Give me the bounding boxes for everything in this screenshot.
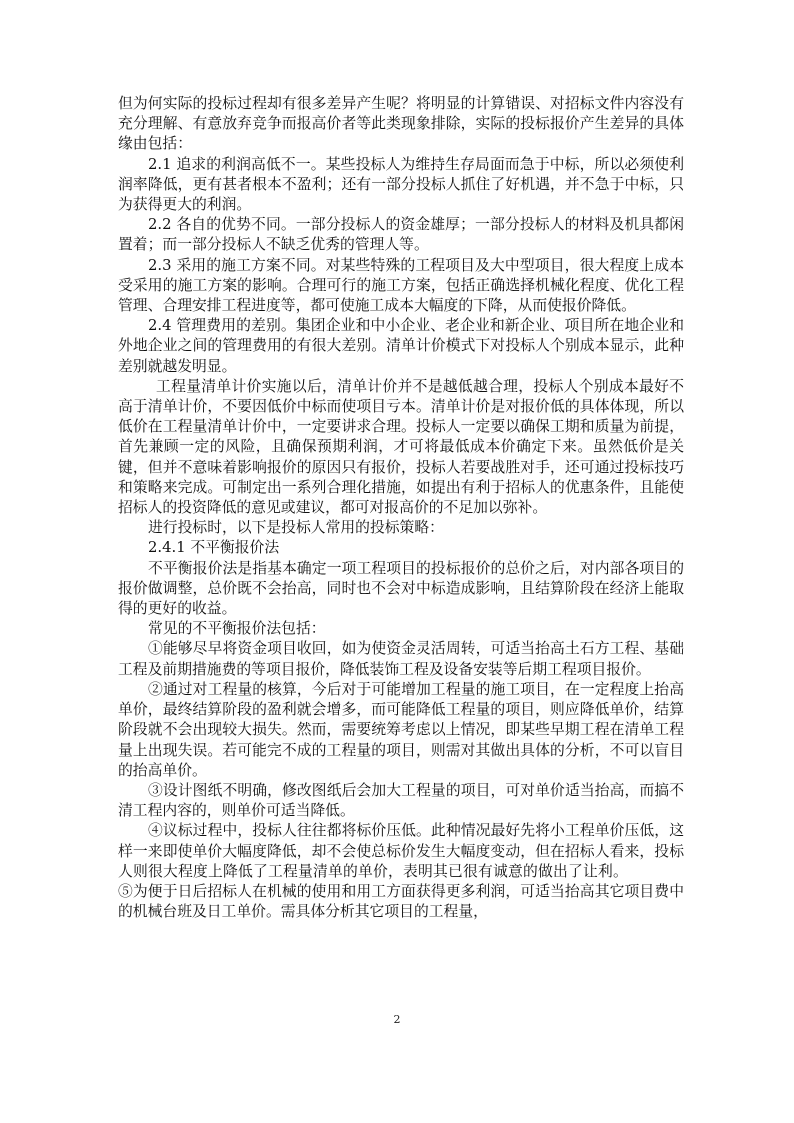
- paragraph-2-3: 2.3 采用的施工方案不同。对某些特殊的工程项目及大中型项目，很大程度上成本受采用的施工方案的影响。合理可行的施工方案，包括正确选择机械化程度、优化工程管理、合理安排工程进度等，都可使施工成本大幅度的下降，从而使报价降低。: [118, 256, 684, 315]
- list-item-4: [118, 821, 684, 922]
- section-heading-2-4-1: 2.4.1 不平衡报价法: [148, 539, 280, 557]
- page-number: 2: [393, 1013, 401, 1026]
- list-item-5: ⑤为便于日后招标人在机械的使用和用工方面获得更多利润，可适当抬高其它项目费中的机械台班及日工单价。需具体分析其它项目的工程量，: [118, 882, 684, 921]
- paragraph-bill-of-quantities: 工程量清单计价实施以后，清单计价并不是越低越合理，投标人个别成本最好不高于清单计价，不要因低价中标而使项目亏本。清单计价是对报价低的具体体现，所以低价在工程量清单计价中，一定要讲求合理。投标人一定要以确保工期和质量为前提，首先兼顾一定的风险，且确保预期利润，才可将最低成本价确定下来。虽然低价是关键，但并不意味着影响报价的原因只有报价，投标人若要战胜对手，还可通过投标技巧和策略来完成。可制定出一系列合理化措施，如提出有利于招标人的优惠条件，且能使招标人的投资降低的意见或建议，都可对报高价的不足加以弥补。: [118, 377, 684, 517]
- list-item-3: ③设计图纸不明确，修改图纸后会加大工程量的项目，可对单价适当抬高，而搞不清工程内容的，则单价可适当降低。: [118, 781, 684, 820]
- paragraph-intro: 但为何实际的投标过程却有很多差异产生呢？将明显的计算错误、对招标文件内容没有充分理解、有意放弃竞争而报高价者等此类现象排除，实际的投标报价产生差异的具体缘由包括：: [118, 95, 684, 153]
- paragraph-2-1: 2.1 追求的利润高低不一。某些投标人为维持生存局面而急于中标，所以必须使利润率降低，更有甚者根本不盈利；还有一部分投标人抓住了好机遇，并不急于中标，只为获得更大的利润。: [118, 155, 684, 214]
- paragraph-unbalanced-definition: 不平衡报价法是指基本确定一项工程项目的投标报价的总价之后，对内部各项目的报价做调整，总价既不会抬高，同时也不会对中标造成影响，且结算阶段在经济上能取得的更好的收益。: [118, 559, 684, 618]
- paragraph-2-4: 2.4 管理费用的差别。集团企业和中小企业、老企业和新企业、项目所在地企业和外地企业之间的管理费用的有很大差别。清单计价模式下对投标人个别成本显示，此种差别就越发明显。: [118, 317, 684, 375]
- list-item-1: ①能够尽早将资金项目收回，如为使资金灵活周转，可适当抬高土石方工程、基础工程及前期措施费的等项目报价，降低装饰工程及设备安装等后期工程项目报价。: [118, 640, 684, 678]
- paragraph-strategies-intro: 进行投标时，以下是投标人常用的投标策略：: [148, 519, 444, 537]
- paragraph-common-methods: 常见的不平衡报价法包括：: [148, 620, 326, 638]
- list-item-4-text: ④议标过程中，投标人往往都将标价压低。此种情况最好先将小工程单价压低，这样一来即使单价大幅度降低，却不会使总标价发生大幅度变动，但在招标人看来，投标人则很大程度上降低了工程量清单的单价，表明其已很有诚意的做出了让利。: [118, 822, 684, 880]
- paragraph-2-2: 2.2 各自的优势不同。一部分投标人的资金雄厚；一部分投标人的材料及机具都闲置着；而一部分投标人不缺乏优秀的管理人等。: [118, 216, 684, 254]
- body-text: [118, 94, 684, 922]
- list-item-2: ②通过对工程量的核算，今后对于可能增加工程量的施工项目，在一定程度上抬高单价，最终结算阶段的盈利就会增多，而可能降低工程量的项目，则应降低单价，结算阶段就不会出现较大损失。然而，需要统筹考虑以上情况，即某些早期工程在清单工程量上出现失误。若可能完不成的工程量的项目，则需对其做出具体的分析，不可以盲目的抬高单价。: [118, 680, 684, 779]
